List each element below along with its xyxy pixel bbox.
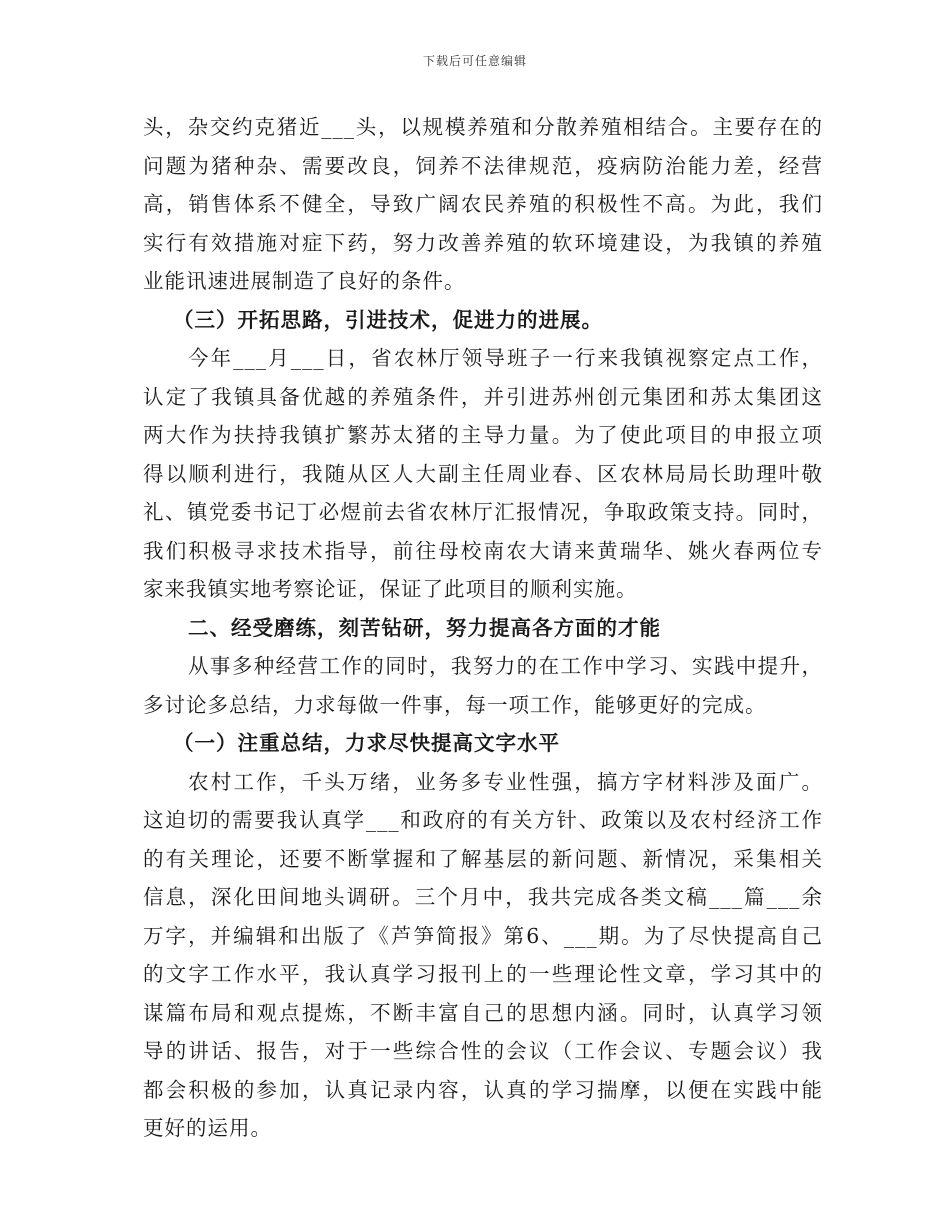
paragraph-line: 万字，并编辑和出版了《芦笋简报》第6、___期。为了尽快提高自己 [143,923,823,948]
subsection-heading: （三）开拓思路，引进技术，促进力的进展。 [173,307,603,332]
paragraph-line: 的文字工作水平，我认真学习报刊上的一些理论性文章，学习其中的 [143,962,823,986]
paragraph-line: 头，杂交约克猪近___头，以规模养殖和分散养殖相结合。主要存在的 [143,115,823,139]
paragraph-line: 业能讯速进展制造了良好的条件。 [143,269,466,293]
paragraph-line: 两大作为扶持我镇扩繁苏太猪的主导力量。为了使此项目的申报立项 [143,423,823,447]
paragraph-line: 的有关理论，还要不断掌握和了解基层的新问题、新情况，采集相关 [143,846,823,871]
paragraph-line: 礼、镇党委书记丁必煜前去省农林厅汇报情况，争取政策支持。同时， [143,500,823,524]
paragraph-line: 实行有效措施对症下药，努力改善养殖的软环境建设，为我镇的养殖 [143,230,823,255]
paragraph-line: 从事多种经营工作的同时，我努力的在工作中学习、实践中提升， [188,654,823,678]
page-header: 下载后可任意编辑 [422,54,527,68]
paragraph-line: 今年___月___日，省农林厅领导班子一行来我镇视察定点工作， [188,346,823,370]
paragraph-line: 信息，深化田间地头调研。三个月中，我共完成各类文稿___篇___余 [143,885,823,909]
paragraph-line: 更好的运用。 [143,1116,272,1140]
paragraph-line: 多讨论多总结，力求每做一件事，每一项工作，能够更好的完成。 [143,692,767,717]
paragraph-line: 高，销售体系不健全，导致广阔农民养殖的积极性不高。为此，我们 [143,192,823,216]
document-body [143,108,823,1148]
paragraph-line: 农村工作，千头万绪，业务多专业性强，搞方字材料涉及面广。 [188,769,823,794]
subsection-heading: （一）注重总结，力求尽快提高文字水平 [173,731,560,755]
paragraph-line: 我们积极寻求技术指导，前往母校南农大请来黄瑞华、姚火春两位专 [143,538,823,563]
paragraph-line: 得以顺利进行，我随从区人大副主任周业春、区农林局局长助理叶敬 [143,461,823,486]
section-heading: 二、经受磨练，刻苦钻研，努力提高各方面的才能 [188,615,661,640]
paragraph-line: 谋篇布局和观点提炼，不断丰富自己的思想内涵。同时，认真学习领 [143,1000,823,1025]
paragraph-line: 这迫切的需要我认真学___和政府的有关方针、政策以及农村经济工作 [143,808,823,832]
paragraph-line: 家来我镇实地考察论证，保证了此项目的顺利实施。 [143,577,638,601]
paragraph-line: 问题为猪种杂、需要改良，饲养不法律规范，疫病防治能力差，经营 [143,153,823,178]
paragraph-line: 都会积极的参加，认真记录内容，认真的学习揣摩，以便在实践中能 [143,1077,823,1102]
paragraph-line: 认定了我镇具备优越的养殖条件，并引进苏州创元集团和苏太集团这 [143,384,823,409]
paragraph-line: 导的讲话、报告，对于一些综合性的会议（工作会议、专题会议）我 [143,1039,823,1063]
